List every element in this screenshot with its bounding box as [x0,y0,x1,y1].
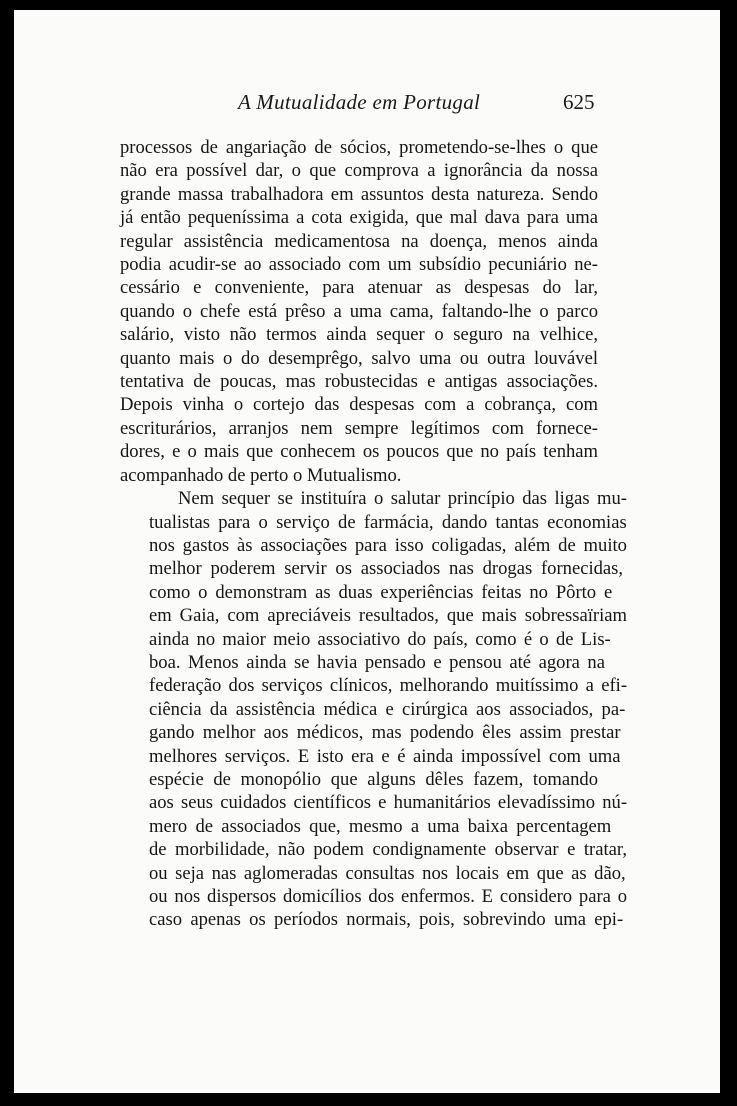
text-line: ou seja nas aglomeradas consultas nos locais em que as dão, [149,862,626,884]
text-line: cessário e conveniente, para atenuar as despesas do lar, [120,277,598,299]
text-line: tentativa de poucas, mas robustecidas e antigas associações. [120,371,598,393]
text-line: de morbilidade, não podem condignamente observar e tratar, [149,839,627,861]
running-title: A Mutualidade em Portugal [238,90,481,114]
text-line: boa. Menos ainda se havia pensado e pensou até agora na [149,651,605,673]
text-line: ainda no maior meio associativo do país, como é o de Lis- [149,628,611,650]
text-line: grande massa trabalhadora em assuntos desta natureza. Sendo [120,183,598,205]
text-line: regular assistência medicamentosa na doença, menos ainda [120,230,598,252]
text-line: nos gastos às associações para isso coligadas, além de muito [149,534,627,556]
text-line: podia acudir-se ao associado com um subsídio pecuniário ne- [120,254,598,276]
text-line: processos de angariação de sócios, prometendo-se-lhes o que [120,137,598,158]
text-line: como o demonstram as duas experiências feitas no Pôrto e [149,581,613,603]
text-line: salário, visto não termos ainda sequer o seguro na velhice, [120,324,598,346]
text-line: gando melhor aos médicos, mas podendo êles assim prestar [149,722,621,744]
text-line: acompanhado de perto o Mutualismo. [120,464,402,486]
text-line: ou nos dispersos domicílios dos enfermos. E considero para o [149,886,628,907]
book-page [14,10,720,1093]
text-line: quanto mais o do desemprêgo, salvo uma ou outra louvável [120,347,598,369]
text-line: dores, e o mais que conhecem os poucos que no país tenham [120,441,598,463]
text-line: Nem sequer se instituíra o salutar princípio das ligas mu- [178,488,627,510]
text-line: em Gaia, com apreciáveis resultados, que mais sobressaïriam [149,605,627,627]
text-line: federação dos serviços clínicos, melhorando muitíssimo a efi- [149,675,628,697]
paragraph-1 [120,136,598,487]
body-text [120,136,628,932]
running-head [14,90,720,120]
text-line: melhor poderem servir os associados nas drogas fornecidas, [149,558,624,580]
text-line: Depois vinha o cortejo das despesas com a cobrança, com [120,394,598,416]
text-line: melhores serviços. E isto era e é ainda impossível com uma [149,745,621,767]
text-line: espécie de monopólio que alguns dêles fazem, tomando [149,768,598,790]
text-line: tualistas para o serviço de farmácia, dando tantas economias [149,511,627,533]
text-line: quando o chefe está prêso a uma cama, faltando-lhe o parco [120,300,598,322]
text-line: escriturários, arranjos nem sempre legítimos com fornece- [120,417,598,439]
text-line: já então pequeníssima a cota exigida, que mal dava para uma [120,207,598,229]
text-line: caso apenas os períodos normais, pois, sobrevindo uma epi- [149,909,624,931]
text-line: mero de associados que, mesmo a uma baixa percentagem [149,815,612,837]
text-line: aos seus cuidados científicos e humanitários elevadíssimo nú- [149,792,628,814]
paragraph-2 [120,487,628,932]
text-line: não era possível dar, o que comprova a ignorância da nossa [120,160,598,182]
text-line: ciência da assistência médica e cirúrgica aos associados, pa- [149,698,626,720]
page-number: 625 [563,90,595,114]
